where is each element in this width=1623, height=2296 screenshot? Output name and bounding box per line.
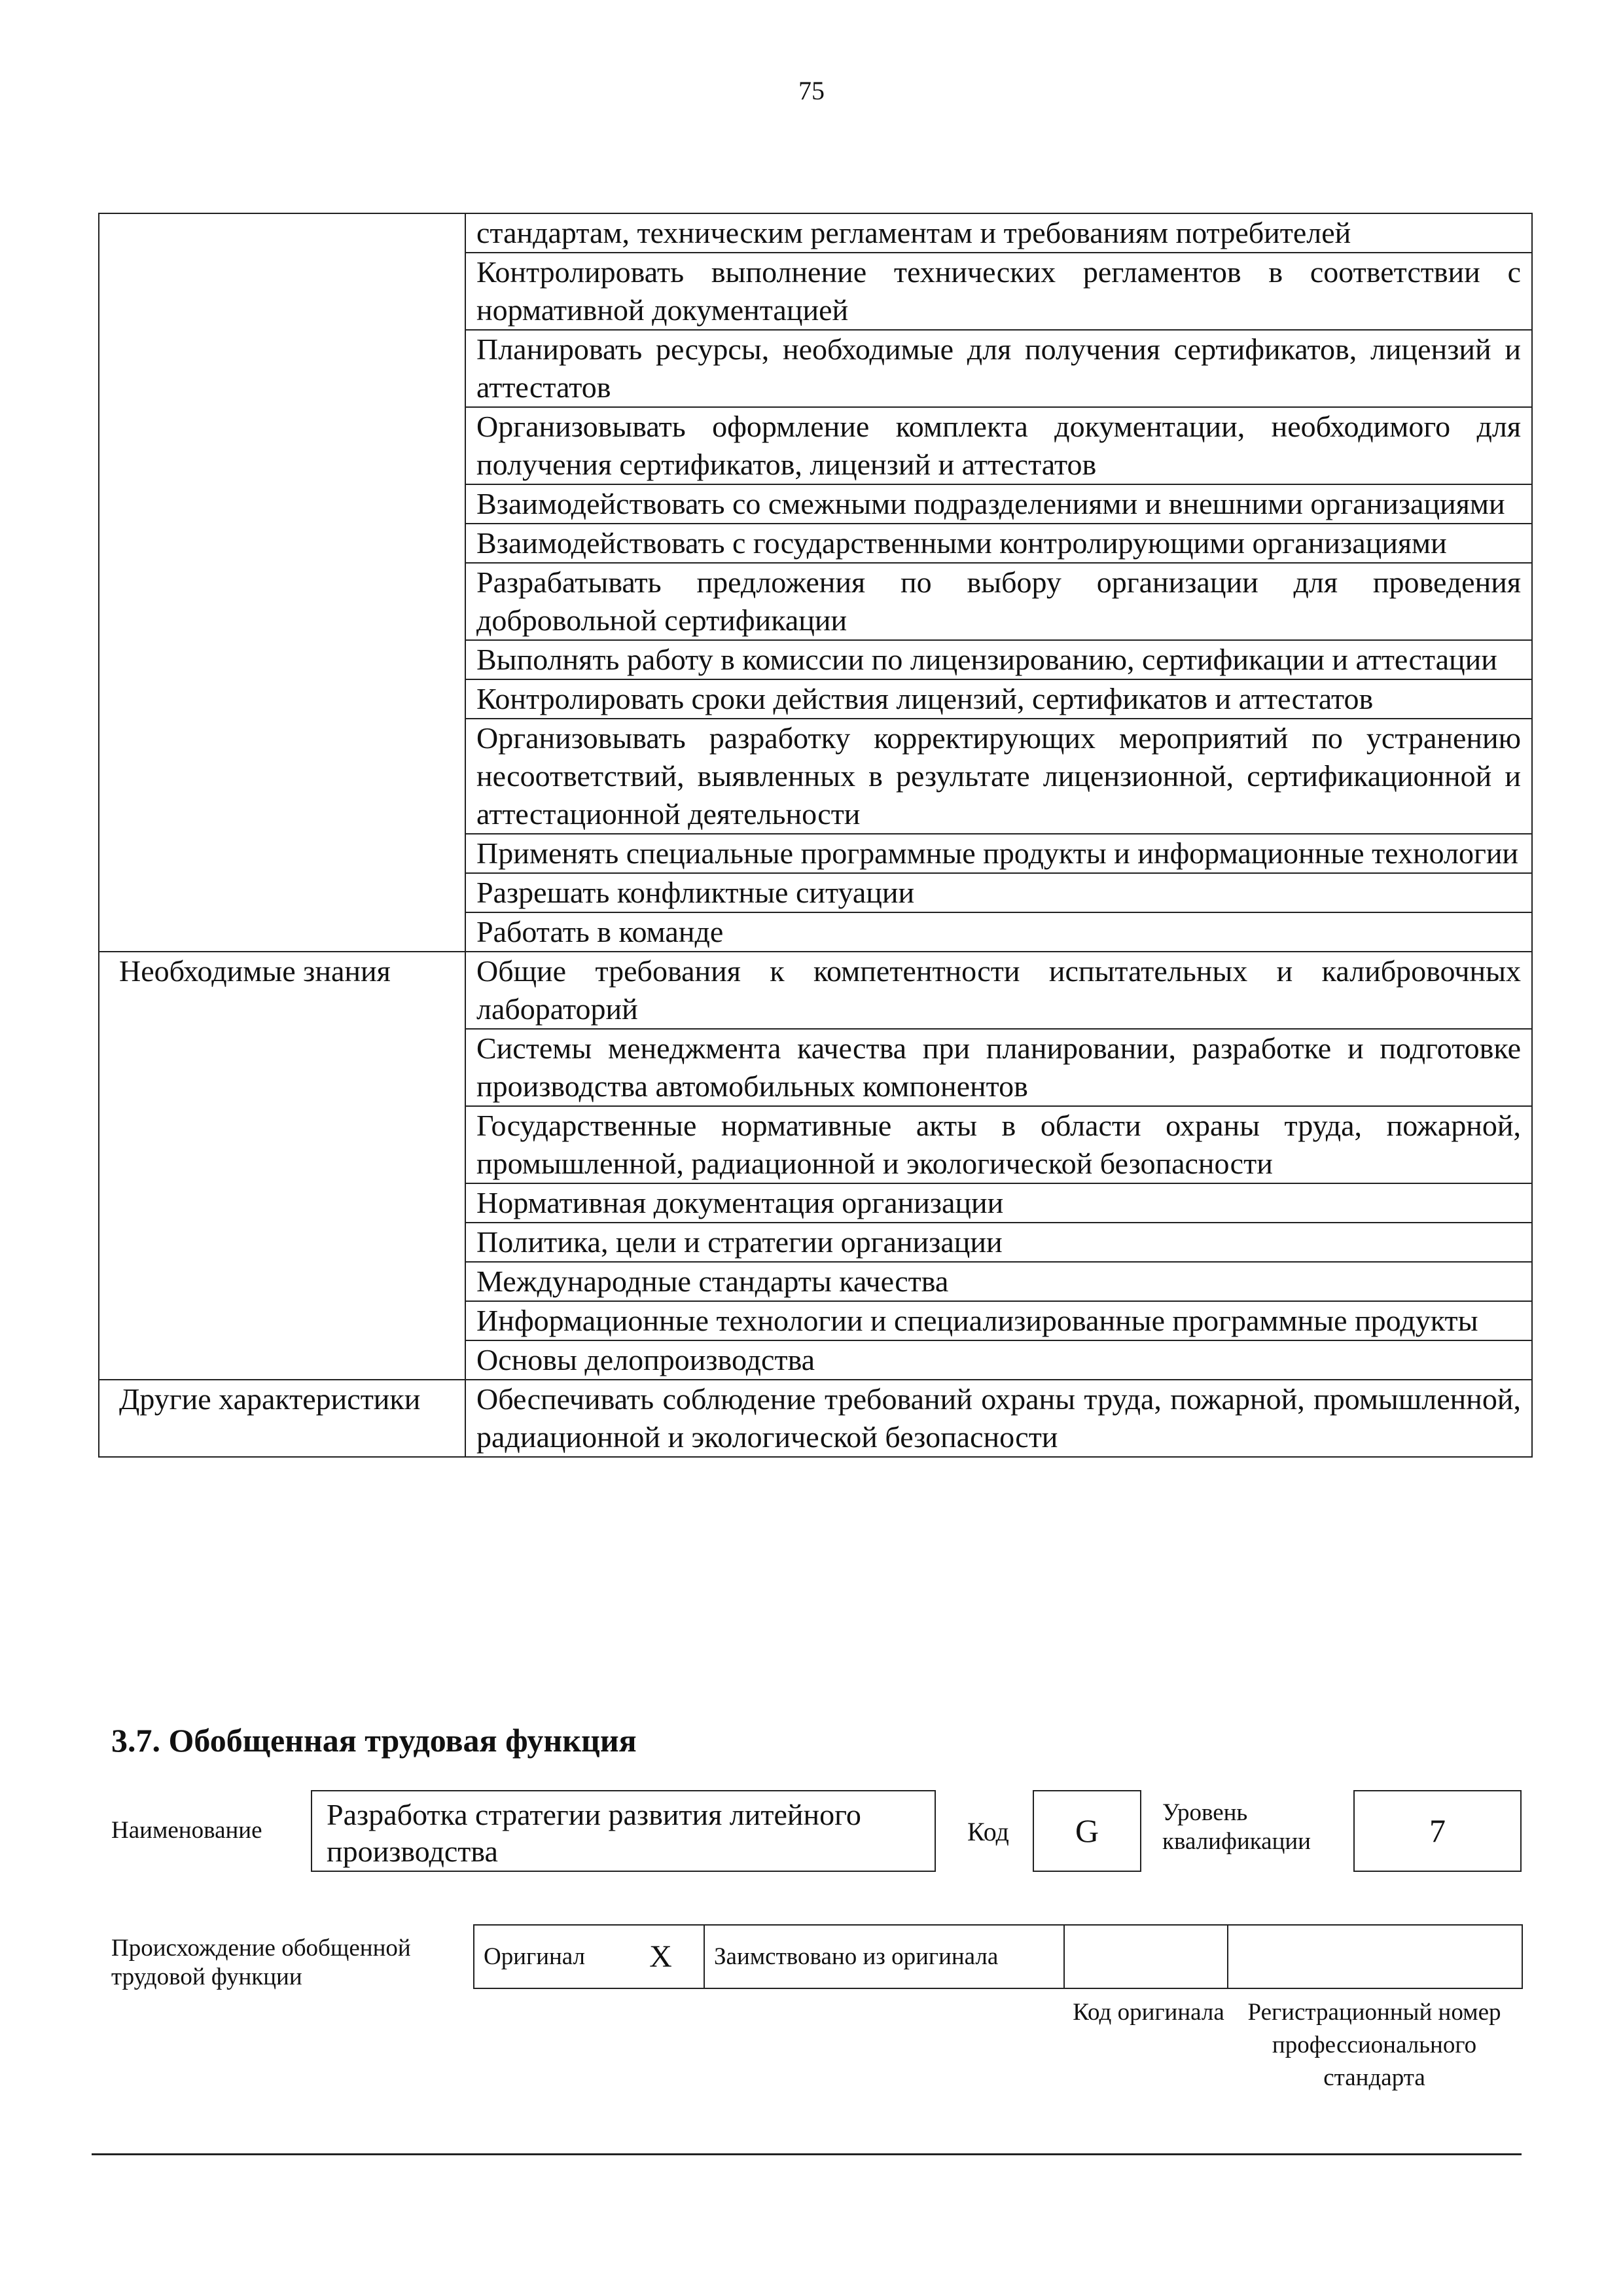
requirement-item: Нормативная документация организации: [465, 1183, 1532, 1223]
origin-label: Происхождение обобщенной трудовой функции: [111, 1935, 411, 1990]
row-label: Другие характеристики: [99, 1380, 465, 1457]
page-number: 75: [798, 76, 825, 105]
table-row: [99, 952, 1532, 1029]
requirement-item: Обеспечивать соблюдение требований охраны труда, пожарной, промышленной, радиационной и экологической безопасности: [465, 1380, 1532, 1457]
requirement-item: Основы делопроизводства: [465, 1340, 1532, 1380]
borrowed-label: Заимствовано из оригинала: [704, 1925, 1064, 1988]
requirement-item: Разрабатывать предложения по выбору организации для проведения добровольной сертификации: [465, 563, 1532, 640]
requirement-item: Применять специальные программные продукты и информационные технологии: [465, 834, 1532, 873]
row-label: Необходимые знания: [99, 952, 465, 1380]
original-mark: X: [618, 1925, 704, 1988]
requirement-item: Организовывать разработку корректирующих мероприятий по устранению несоответствий, выявленных в результате лицензионной, сертификационной и аттестационной деятельности: [465, 719, 1532, 834]
requirement-item: Работать в команде: [465, 912, 1532, 952]
requirement-item: Общие требования к компетентности испытательных и калибровочных лабораторий: [465, 952, 1532, 1029]
code-label: Код: [967, 1817, 1009, 1846]
requirement-item: Взаимодействовать со смежными подразделениями и внешними организациями: [465, 484, 1532, 524]
code-original-caption: Код оригинала: [1073, 1999, 1224, 2026]
level-label: Уровень квалификации: [1162, 1799, 1311, 1855]
requirement-item: Организовывать оформление комплекта документации, необходимого для получения сертификатов, лицензий и аттестатов: [465, 407, 1532, 484]
section-heading: 3.7. Обобщенная трудовая функция: [111, 1722, 637, 1759]
requirement-item: Контролировать сроки действия лицензий, сертификатов и аттестатов: [465, 679, 1532, 719]
requirement-item: Планировать ресурсы, необходимые для получения сертификатов, лицензий и аттестатов: [465, 330, 1532, 407]
level-field: 7: [1353, 1790, 1522, 1872]
requirement-item: Выполнять работу в комиссии по лицензированию, сертификации и аттестации: [465, 640, 1532, 679]
requirement-item: Политика, цели и стратегии организации: [465, 1223, 1532, 1262]
requirement-item: Международные стандарты качества: [465, 1262, 1532, 1301]
requirement-item: Системы менеджмента качества при планировании, разработке и подготовке производства автомобильных компонентов: [465, 1029, 1532, 1106]
requirement-item: стандартам, техническим регламентам и требованиям потребителей: [465, 213, 1532, 253]
requirement-item: Государственные нормативные акты в области охраны труда, пожарной, промышленной, радиационной и экологической безопасности: [465, 1106, 1532, 1183]
table-row: [99, 213, 1532, 253]
name-label: Наименование: [111, 1817, 262, 1844]
requirement-item: Информационные технологии и специализированные программные продукты: [465, 1301, 1532, 1340]
table-row: [99, 1380, 1532, 1457]
original-label: Оригинал: [474, 1925, 618, 1988]
original-code-cell: [1064, 1925, 1228, 1988]
row-label: [99, 213, 465, 952]
reg-number-caption: Регистрационный номер профессионального стандарта: [1247, 1999, 1501, 2091]
requirement-item: Разрешать конфликтные ситуации: [465, 873, 1532, 912]
reg-number-cell: [1228, 1925, 1522, 1988]
code-field: G: [1033, 1790, 1141, 1872]
function-name-field: Разработка стратегии развития литейного производства: [311, 1790, 936, 1872]
origin-table: [473, 1924, 1523, 1989]
requirement-item: Контролировать выполнение технических регламентов в соответствии с нормативной документацией: [465, 253, 1532, 330]
bottom-rule: [92, 2153, 1522, 2155]
requirement-item: Взаимодействовать с государственными контролирующими организациями: [465, 524, 1532, 563]
requirements-table: [98, 213, 1533, 1458]
